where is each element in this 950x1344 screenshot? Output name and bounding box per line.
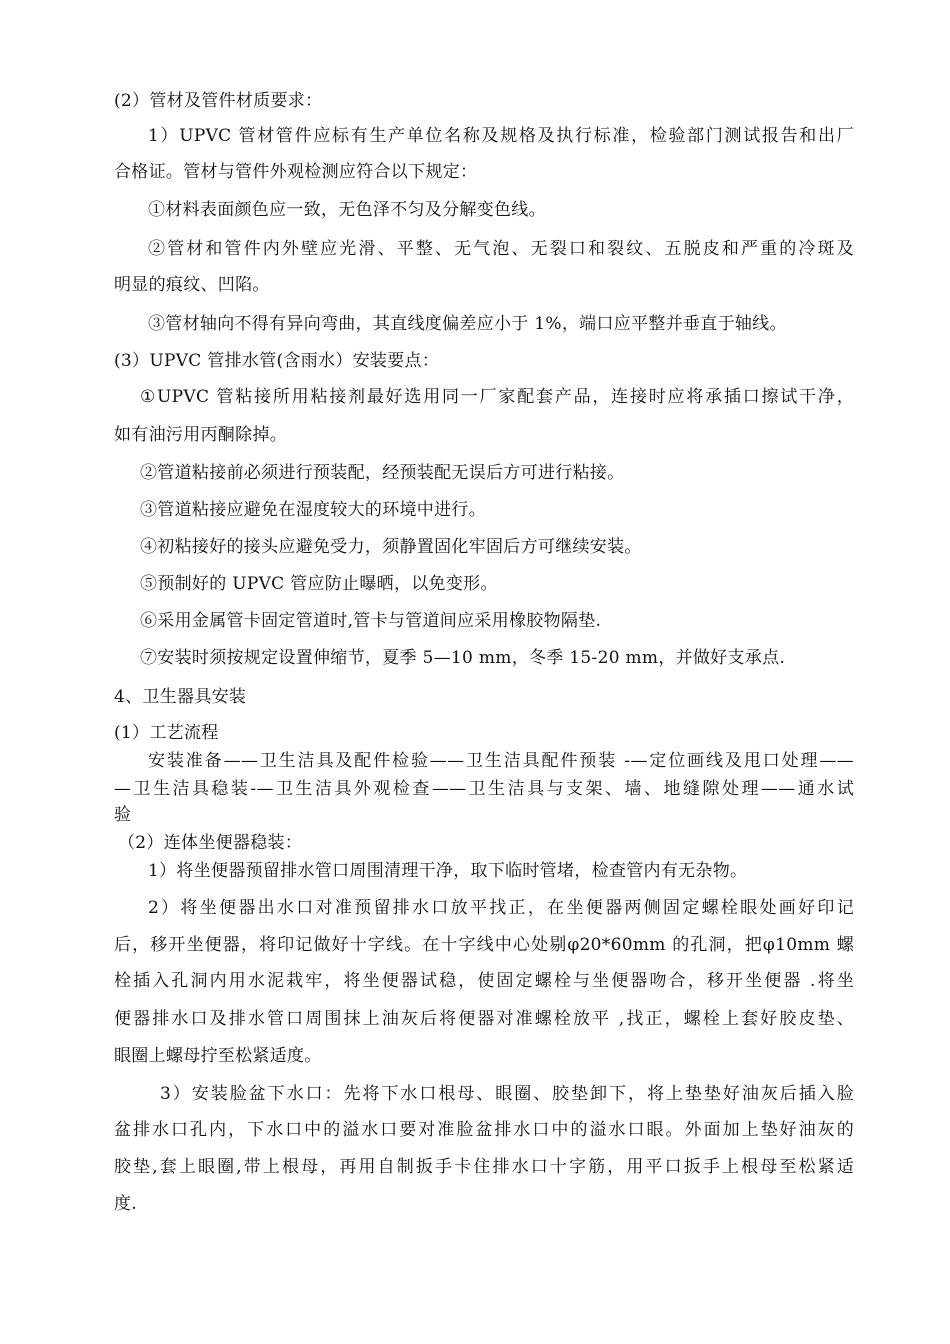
list-item: 3）安装脸盆下水口：先将下水口根母、眼圈、胶垫卸下，将上垫垫好油灰后插入脸 xyxy=(160,1084,854,1104)
paragraph-line: 度. xyxy=(114,1194,138,1214)
paragraph-line: 眼圈上螺母拧至松紧适度。 xyxy=(114,1046,322,1066)
list-item: ②管道粘接前必须进行预装配，经预装配无误后方可进行粘接。 xyxy=(140,463,625,483)
list-item: ⑦安装时须按规定设置伸缩节，夏季 5—10 mm，冬季 15-20 mm，并做好支承点. xyxy=(140,648,786,668)
paragraph-line: 栓插入孔洞内用水泥栽牢，将坐便器试稳，使固定螺栓与坐便器吻合，移开坐便器 .将坐 xyxy=(114,971,854,991)
list-item-continuation: 如有油污用丙酮除掉。 xyxy=(114,425,287,445)
list-item: ②管材和管件内外壁应光滑、平整、无气泡、无裂口和裂纹、五脱皮和严重的冷斑及 xyxy=(148,239,854,259)
section-heading-sanitary: 4、卫生器具安装 xyxy=(114,687,247,707)
paragraph-line: 胶垫,套上眼圈,带上根母，再用自制扳手卡住排水口十字筋，用平口扳手上根母至松紧适 xyxy=(114,1157,854,1177)
subheading-process-flow: (1）工艺流程 xyxy=(114,723,219,743)
paragraph-line: 盆排水口孔内，下水口中的溢水口要对准脸盆排水口中的溢水口眼。外面加上垫好油灰的 xyxy=(114,1120,854,1140)
list-item: 2）将坐便器出水口对准预留排水口放平找正，在坐便器两侧固定螺栓眼处画好印记 xyxy=(148,898,854,918)
heading-pipe-material: (2）管材及管件材质要求： xyxy=(114,91,323,111)
paragraph-line: 便器排水口及排水管口周围抹上油灰后将便器对准螺栓放平 ,找正，螺栓上套好胶皮垫、 xyxy=(114,1009,854,1029)
paragraph-line: 合格证。管材与管件外观检测应符合以下规定： xyxy=(114,162,478,182)
list-item: ①UPVC 管粘接所用粘接剂最好选用同一厂家配套产品，连接时应将承插口擦试干净， xyxy=(140,387,854,407)
paragraph-line: 验 xyxy=(114,805,132,825)
subheading-toilet-install: （2）连体坐便器稳装： xyxy=(118,833,303,853)
heading-upvc-install: (3）UPVC 管排水管(含雨水）安装要点： xyxy=(114,351,440,371)
list-item: ③管材轴向不得有异向弯曲，其直线度偏差应小于 1%，端口应平整并垂直于轴线。 xyxy=(148,314,787,334)
list-item: 1）将坐便器预留排水管口周围清理干净，取下临时管堵，检查管内有无杂物。 xyxy=(148,861,748,881)
paragraph-line: 安装准备——卫生洁具及配件检验——卫生洁具配件预装 -—定位画线及甩口处理—— xyxy=(148,751,854,771)
list-item: ⑥采用金属管卡固定管道时,管卡与管道间应采用橡胶物隔垫. xyxy=(140,611,602,631)
paragraph-line: —卫生洁具稳装-—卫生洁具外观检查——卫生洁具与支架、墙、地缝隙处理——通水试 xyxy=(114,779,854,799)
list-item-continuation: 明显的痕纹、凹陷。 xyxy=(114,275,270,295)
list-item: ③管道粘接应避免在湿度较大的环境中进行。 xyxy=(140,500,486,520)
list-item: ④初粘接好的接头应避免受力，须静置固化牢固后方可继续安装。 xyxy=(140,537,642,557)
list-item: ①材料表面颜色应一致，无色泽不匀及分解变色线。 xyxy=(148,200,546,220)
paragraph-line: 后，移开坐便器，将印记做好十字线。在十字线中心处剔φ20*60mm 的孔洞，把φ10mm 螺 xyxy=(114,935,854,955)
paragraph-line: 1）UPVC 管材管件应标有生产单位名称及规格及执行标准，检验部门测试报告和出厂 xyxy=(148,126,854,146)
list-item: ⑤预制好的 UPVC 管应防止曝晒，以免变形。 xyxy=(140,574,498,594)
